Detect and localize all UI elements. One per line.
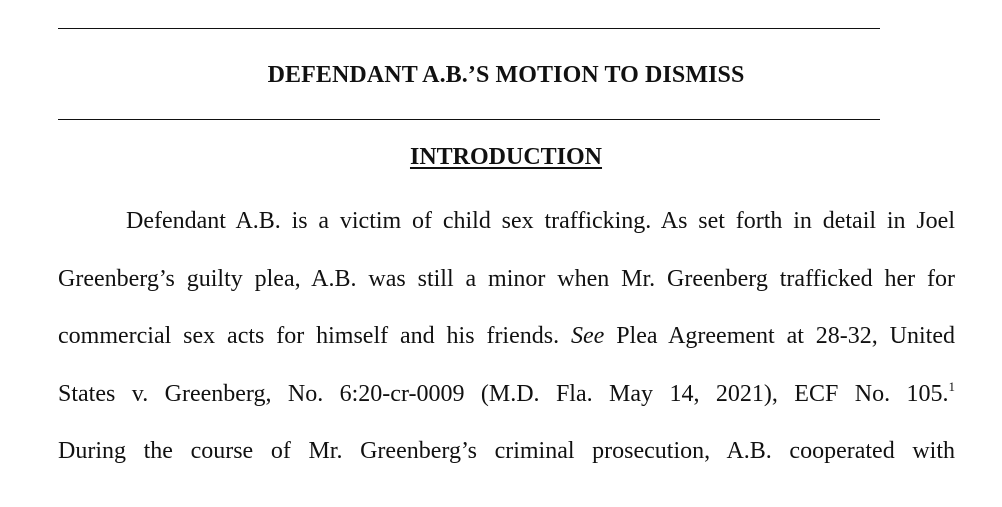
see-signal: See (570, 323, 605, 349)
section-heading-text: INTRODUCTION (409, 144, 603, 170)
footnote-reference[interactable]: 1 (948, 379, 955, 394)
paragraph-line-4 (58, 380, 955, 408)
paragraph-line-5: During the course of Mr. Greenberg’s criminal prosecution, A.B. cooperated with (58, 438, 955, 464)
line-3-text-b: Plea Agreement at 28-32, United (604, 323, 955, 349)
paragraph-line-2: Greenberg’s guilty plea, A.B. was still a minor when Mr. Greenberg trafficked her for (58, 266, 955, 292)
top-rule (58, 28, 880, 29)
paragraph-line-3 (58, 322, 955, 350)
bottom-rule (58, 119, 880, 120)
section-heading (0, 144, 1002, 171)
document-title: DEFENDANT A.B.’S MOTION TO DISMISS (267, 62, 745, 88)
line-4-text: States v. Greenberg, No. 6:20-cr-0009 (M.D. Fla. May 14, 2021), ECF No. 105. (58, 381, 949, 407)
line-3-text-a: commercial sex acts for himself and his friends. (58, 323, 571, 349)
paragraph-line-1: Defendant A.B. is a victim of child sex trafficking. As set forth in detail in Joel (126, 208, 955, 234)
